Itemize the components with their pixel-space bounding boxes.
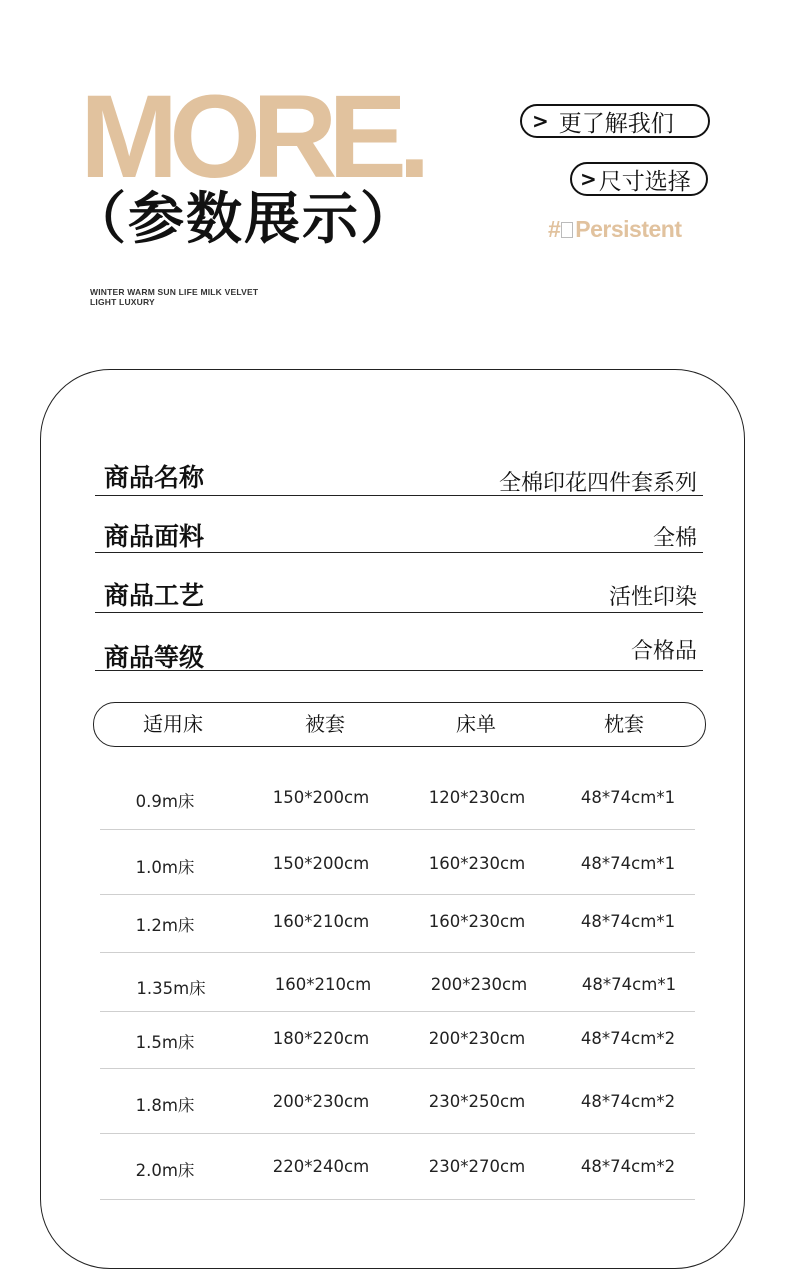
cell-pillowcase: 48*74cm*2 bbox=[580, 1029, 676, 1048]
table-row bbox=[100, 953, 695, 1012]
missing-glyph-icon bbox=[561, 222, 573, 238]
tagline-line-1: WINTER WARM SUN LIFE MILK VELVET bbox=[90, 287, 259, 297]
brand-hash: # bbox=[548, 216, 561, 242]
cell-sheet: 200*230cm bbox=[430, 975, 528, 994]
cell-duvet: 180*220cm bbox=[272, 1029, 370, 1048]
cell-duvet: 200*230cm bbox=[272, 1092, 370, 1111]
table-row bbox=[100, 1134, 695, 1200]
size-table-header bbox=[93, 702, 706, 747]
cell-pillowcase: 48*74cm*1 bbox=[580, 912, 676, 931]
cell-bed: 1.35m床 bbox=[136, 979, 206, 998]
cell-duvet: 220*240cm bbox=[272, 1157, 370, 1176]
cell-sheet: 160*230cm bbox=[428, 912, 526, 931]
cell-duvet: 150*200cm bbox=[272, 788, 370, 807]
size-select-button[interactable] bbox=[570, 162, 708, 196]
cell-sheet: 230*250cm bbox=[428, 1092, 526, 1111]
chevron-right-icon: > bbox=[580, 167, 597, 191]
hero-title: MORE. bbox=[80, 71, 422, 203]
about-us-button[interactable] bbox=[520, 104, 710, 138]
table-row bbox=[100, 830, 695, 895]
spec-label: 商品等级 bbox=[104, 643, 205, 672]
cell-duvet: 160*210cm bbox=[272, 912, 370, 931]
spec-row-craft bbox=[95, 575, 703, 613]
cell-pillowcase: 48*74cm*2 bbox=[580, 1092, 676, 1111]
cell-pillowcase: 48*74cm*1 bbox=[580, 854, 676, 873]
tagline bbox=[90, 287, 258, 307]
cell-duvet: 150*200cm bbox=[272, 854, 370, 873]
cell-sheet: 120*230cm bbox=[428, 788, 526, 807]
spec-label: 商品工艺 bbox=[104, 581, 205, 610]
brand-word: Persistent bbox=[575, 216, 682, 242]
cell-pillowcase: 48*74cm*1 bbox=[581, 975, 677, 994]
header-pillowcase: 枕套 bbox=[604, 712, 644, 736]
cell-bed: 1.5m床 bbox=[135, 1033, 195, 1052]
tagline-line-2: LIGHT LUXURY bbox=[90, 297, 155, 307]
size-select-label: 尺寸选择 bbox=[598, 168, 691, 195]
header-bed: 适用床 bbox=[143, 712, 203, 736]
spec-label: 商品名称 bbox=[104, 463, 205, 492]
cell-sheet: 230*270cm bbox=[428, 1157, 526, 1176]
table-row bbox=[100, 1069, 695, 1134]
cell-duvet: 160*210cm bbox=[274, 975, 372, 994]
table-row bbox=[100, 1012, 695, 1069]
spec-row-name bbox=[95, 458, 703, 496]
header-duvet: 被套 bbox=[305, 712, 345, 736]
spec-row-grade bbox=[95, 634, 703, 671]
about-us-label: 更了解我们 bbox=[558, 110, 674, 137]
spec-row-fabric bbox=[95, 517, 703, 553]
cell-bed: 1.8m床 bbox=[135, 1096, 195, 1115]
hero-subtitle: （参数展示） bbox=[70, 187, 418, 252]
chevron-right-icon: > bbox=[532, 109, 549, 133]
spec-value: 全棉印花四件套系列 bbox=[498, 471, 697, 496]
cell-bed: 2.0m床 bbox=[135, 1161, 195, 1180]
cell-bed: 1.0m床 bbox=[135, 858, 195, 877]
cell-pillowcase: 48*74cm*1 bbox=[580, 788, 676, 807]
cell-sheet: 200*230cm bbox=[428, 1029, 526, 1048]
brand-tag bbox=[548, 216, 682, 243]
spec-label: 商品面料 bbox=[104, 522, 205, 551]
spec-value: 合格品 bbox=[630, 639, 697, 664]
cell-bed: 1.2m床 bbox=[135, 916, 195, 935]
cell-sheet: 160*230cm bbox=[428, 854, 526, 873]
table-row bbox=[100, 895, 695, 953]
cell-pillowcase: 48*74cm*2 bbox=[580, 1157, 676, 1176]
spec-value: 活性印染 bbox=[608, 585, 697, 610]
table-row bbox=[100, 788, 695, 830]
header-sheet: 床单 bbox=[456, 712, 496, 736]
spec-value: 全棉 bbox=[652, 526, 697, 551]
cell-bed: 0.9m床 bbox=[135, 792, 195, 811]
